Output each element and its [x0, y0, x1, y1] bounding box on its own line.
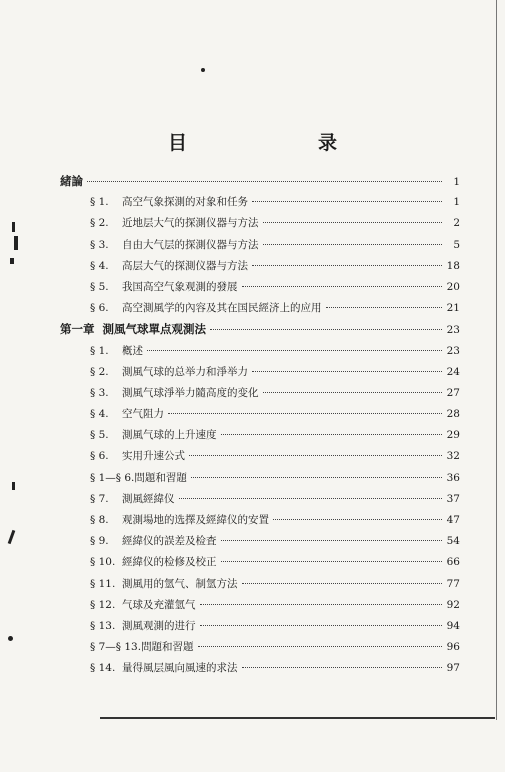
entry-number: § 6. [90, 302, 109, 315]
entry-page-number: 1 [453, 196, 460, 209]
entry-title: 測風气球淨举力隨高度的变化 [122, 386, 259, 399]
toc-section-entry [60, 470, 460, 491]
entry-title: 近地层大气的探測仪器与方法 [122, 217, 259, 230]
dot-leader [242, 286, 443, 287]
entry-page-number: 23 [446, 344, 460, 357]
page-title: 目 录 [167, 132, 393, 154]
toc-section-entry [60, 533, 460, 554]
entry-title: 經緯仪的检修及校正 [122, 556, 217, 569]
dot-leader [252, 265, 442, 266]
entry-title: 自由大气层的探測仪器与方法 [122, 238, 259, 251]
entry-title: 測風气球的上升速度 [122, 429, 217, 442]
toc-section-entry [60, 427, 460, 448]
entry-page-number: 37 [446, 492, 460, 505]
entry-title: 測風气球單点观測法 [102, 322, 206, 337]
table-of-contents [60, 173, 460, 682]
entry-number: § 2. [90, 217, 109, 230]
entry-title: 高空測風学的內容及其在国民經济上的应用 [122, 302, 322, 315]
entry-number: § 6. [90, 450, 109, 463]
dot-leader [87, 181, 442, 182]
dot-leader [273, 519, 442, 520]
toc-section-entry [60, 385, 460, 406]
entry-title: 高层大气的探測仪器与方法 [122, 259, 248, 272]
entry-number: § 10. [90, 556, 116, 569]
dot-leader [263, 222, 443, 223]
entry-title: 測風观測的进行 [122, 619, 196, 632]
entry-title: 經緯仪的誤差及检査 [122, 535, 217, 548]
page-edge-line [496, 0, 497, 720]
margin-mark [8, 530, 16, 544]
entry-page-number: 1 [453, 176, 460, 188]
entry-page-number: 54 [446, 535, 460, 548]
toc-section-entry [60, 639, 460, 660]
entry-number: § 4. [90, 259, 109, 272]
toc-section-entry [60, 660, 460, 681]
entry-title: 測風經緯仪 [122, 492, 175, 505]
toc-section-entry [60, 194, 460, 215]
entry-title: 高空气象探測的对象和任务 [122, 196, 248, 209]
entry-number: § 3. [90, 238, 109, 251]
toc-section-entry [60, 406, 460, 427]
dot-leader [168, 413, 442, 414]
entry-page-number: 66 [446, 556, 460, 569]
entry-page-number: 5 [453, 238, 460, 251]
entry-number: § 2. [90, 365, 109, 378]
entry-number: § 13. [90, 619, 116, 632]
entry-title: 問題和習題 [134, 471, 187, 484]
dot-leader [221, 561, 443, 562]
dot-leader [179, 498, 443, 499]
entry-page-number: 28 [446, 408, 460, 421]
entry-number: § 1—§ 6. [90, 471, 135, 484]
ink-dot [201, 68, 205, 72]
toc-section-entry [60, 237, 460, 258]
dot-leader [147, 350, 442, 351]
dot-leader [198, 646, 442, 647]
entry-title: 槪述 [122, 344, 143, 357]
entry-number: § 4. [90, 408, 109, 421]
dot-leader [242, 583, 443, 584]
toc-section-entry [60, 279, 460, 300]
entry-page-number: 77 [446, 577, 460, 590]
entry-page-number: 29 [446, 429, 460, 442]
entry-page-number: 23 [446, 324, 460, 337]
entry-page-number: 27 [446, 386, 460, 399]
dot-leader [191, 477, 442, 478]
bottom-rule [100, 717, 495, 719]
margin-mark [14, 236, 18, 250]
entry-number: § 7—§ 13. [90, 641, 142, 654]
toc-chapter-entry [60, 321, 460, 342]
entry-number: § 5. [90, 429, 109, 442]
entry-page-number: 21 [446, 302, 460, 315]
entry-number: § 9. [90, 535, 109, 548]
toc-section-entry [60, 343, 460, 364]
entry-number: § 12. [90, 598, 116, 611]
entry-number: § 5. [90, 280, 109, 293]
entry-number: § 3. [90, 386, 109, 399]
toc-chapter-entry [60, 173, 460, 194]
dot-leader [252, 371, 442, 372]
dot-leader [242, 667, 443, 668]
entry-title: 我国高空气象观測的發展 [122, 280, 238, 293]
dot-leader [221, 434, 443, 435]
entry-title: 观測場地的选擇及經緯仪的安置 [122, 514, 269, 526]
entry-title: 量得風层風向風速的求法 [122, 662, 238, 675]
dot-leader [200, 604, 443, 605]
entry-number: § 1. [90, 344, 109, 357]
entry-page-number: 24 [446, 365, 460, 378]
toc-section-entry [60, 300, 460, 321]
entry-page-number: 36 [446, 471, 460, 484]
toc-section-entry [60, 491, 460, 512]
dot-leader [263, 392, 443, 393]
toc-section-entry [60, 512, 460, 533]
entry-title: 緒論 [60, 174, 83, 188]
margin-mark [12, 482, 15, 490]
entry-page-number: 20 [446, 280, 460, 293]
entry-page-number: 2 [453, 217, 460, 230]
entry-title: 空气阻力 [122, 408, 164, 421]
entry-page-number: 96 [446, 641, 460, 654]
entry-page-number: 92 [446, 598, 460, 611]
dot-leader [221, 540, 443, 541]
entry-number: § 14. [90, 662, 116, 675]
dot-leader [252, 201, 442, 202]
margin-mark [10, 258, 14, 264]
toc-section-entry [60, 258, 460, 279]
entry-number: § 7. [90, 492, 109, 505]
toc-section-entry [60, 215, 460, 236]
dot-leader [210, 329, 442, 330]
dot-leader [263, 244, 443, 245]
toc-section-entry [60, 597, 460, 618]
entry-page-number: 47 [446, 514, 460, 526]
entry-title: 实用升速公式 [122, 450, 185, 463]
entry-page-number: 97 [446, 662, 460, 675]
toc-section-entry [60, 448, 460, 469]
entry-title: 气球及充灌氫气 [122, 598, 196, 611]
entry-page-number: 18 [446, 259, 460, 272]
toc-section-entry [60, 576, 460, 597]
dot-leader [326, 307, 443, 308]
toc-section-entry [60, 364, 460, 385]
dot-leader [200, 625, 443, 626]
entry-number: 第一章 [60, 322, 95, 337]
margin-mark [12, 222, 15, 232]
toc-section-entry [60, 554, 460, 575]
entry-page-number: 94 [446, 619, 460, 632]
entry-number: § 1. [90, 196, 109, 209]
entry-title: 測風气球的总举力和淨举力 [122, 365, 248, 378]
margin-mark [8, 636, 13, 641]
dot-leader [189, 455, 442, 456]
entry-number: § 11. [90, 577, 116, 590]
entry-number: § 8. [90, 514, 109, 526]
entry-page-number: 32 [446, 450, 460, 463]
entry-title: 問題和習題 [141, 641, 194, 654]
toc-section-entry [60, 618, 460, 639]
entry-title: 測風用的氫气、制氫方法 [122, 577, 238, 590]
